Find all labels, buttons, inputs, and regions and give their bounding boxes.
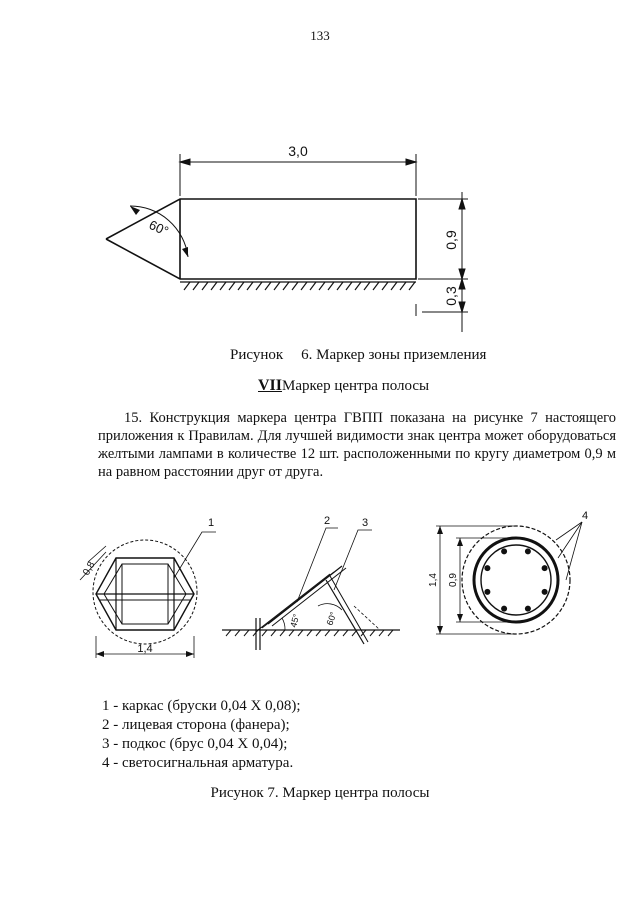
ground-hatch-mark <box>283 282 289 290</box>
lamp-dot <box>501 606 507 612</box>
ground-hatch-mark <box>388 630 393 636</box>
ground-hatch-mark <box>229 282 235 290</box>
ground-hatch-mark <box>343 630 348 636</box>
frame-view <box>80 532 216 658</box>
ground-hatch-mark <box>325 630 330 636</box>
dim-height-label: 0,9 <box>443 230 459 250</box>
ground-hatch-mark <box>244 630 249 636</box>
section-title: Маркер центра полосы <box>282 378 430 394</box>
ground-hatching <box>180 282 416 290</box>
caption-text: 6. Маркер зоны приземления <box>301 347 487 363</box>
figure-6-caption <box>230 347 486 364</box>
label-2: 2 <box>324 515 331 527</box>
dim-length-label: 3,0 <box>288 143 308 159</box>
ground-hatch-mark <box>319 282 325 290</box>
body-paragraph: 15. Конструкция маркера центра ГВПП показана на рисунке 7 настоящего приложения к Правилам. Для лучшей видимости знак центра может оборудоваться желтыми лампами в количестве 12 шт. расположенными по кругу диаметром 0,9 м на равном расстоянии друг от друга. <box>98 410 616 480</box>
ground-hatch-mark <box>316 630 321 636</box>
ground-hatch-mark <box>409 282 415 290</box>
lamp-dot <box>525 606 531 612</box>
dim-14-left-label: 1,4 <box>137 643 153 655</box>
lamp-dot <box>484 589 490 595</box>
ground-hatch-mark <box>220 282 226 290</box>
ground-hatch-mark <box>280 630 285 636</box>
ground-hatch-mark <box>235 630 240 636</box>
legend-item: 3 - подкос (брус 0,04 X 0,04); <box>102 736 288 752</box>
dimension-length <box>180 154 416 196</box>
ground-hatch-mark <box>337 282 343 290</box>
ground-hatch-mark <box>400 282 406 290</box>
ground-hatch-mark <box>307 630 312 636</box>
ground-hatch-mark <box>370 630 375 636</box>
ground-hatch-mark <box>262 630 267 636</box>
ground-hatch-mark <box>352 630 357 636</box>
lamps <box>484 548 547 611</box>
ground-hatch-mark <box>274 282 280 290</box>
angle-45-label: 45° <box>288 612 302 629</box>
lamp-dot <box>542 589 548 595</box>
ground-hatch-mark <box>328 282 334 290</box>
ground-hatch-mark <box>184 282 190 290</box>
ground-hatch-mark <box>202 282 208 290</box>
angle-label: 60° <box>146 217 171 239</box>
ground-hatch-mark <box>226 630 231 636</box>
ground-hatch-mark <box>211 282 217 290</box>
ground-hatch-mark <box>382 282 388 290</box>
ground-hatch-mark <box>256 282 262 290</box>
figure-7-caption: Рисунок 7. Маркер центра полосы <box>210 785 430 801</box>
ground-hatch-mark <box>346 282 352 290</box>
ground-hatch-mark <box>301 282 307 290</box>
angle-60-label: 60° <box>324 610 339 627</box>
ground-hatch-mark <box>271 630 276 636</box>
section-roman-numeral: VII <box>258 377 283 394</box>
ground-hatch-mark <box>355 282 361 290</box>
dim-14-right-label: 1,4 <box>428 573 439 587</box>
lamp-dot <box>525 548 531 554</box>
page-number: 133 <box>310 28 330 43</box>
ground-hatch-mark <box>391 282 397 290</box>
caption-word: Рисунок <box>230 347 284 363</box>
figure-7-center-marker <box>70 510 610 670</box>
section-heading <box>258 377 429 395</box>
figure-6-landing-zone-marker <box>96 132 516 342</box>
ground-hatch-mark <box>265 282 271 290</box>
dimension-height <box>416 192 468 332</box>
dim-09-right-label: 0,9 <box>448 573 459 587</box>
ground-hatch-mark <box>289 630 294 636</box>
dim-08-label: 0,8 <box>81 559 98 578</box>
legend-item: 1 - каркас (бруски 0,04 X 0,08); <box>102 698 301 714</box>
lamp-dot <box>501 548 507 554</box>
ground-hatch-mark <box>379 630 384 636</box>
label-3: 3 <box>362 517 369 529</box>
legend-item: 4 - светосигнальная арматура. <box>102 755 294 771</box>
ground-hatch-mark <box>238 282 244 290</box>
ground-hatch-mark <box>292 282 298 290</box>
ground-hatch-mark <box>298 630 303 636</box>
ground-hatch-mark <box>310 282 316 290</box>
ground-hatch-mark <box>373 282 379 290</box>
figure-7-legend <box>102 697 301 773</box>
label-4: 4 <box>582 510 589 522</box>
ground-hatch-mark <box>364 282 370 290</box>
ground-hatch-mark <box>247 282 253 290</box>
label-1: 1 <box>208 517 215 529</box>
dim-base-label: 0,3 <box>443 286 459 306</box>
lamp-dot <box>484 565 490 571</box>
legend-item: 2 - лицевая сторона (фанера); <box>102 717 290 733</box>
ground-hatch-mark <box>334 630 339 636</box>
ground-hatch-mark <box>193 282 199 290</box>
marker-outline <box>106 199 416 279</box>
lamp-dot <box>542 565 548 571</box>
